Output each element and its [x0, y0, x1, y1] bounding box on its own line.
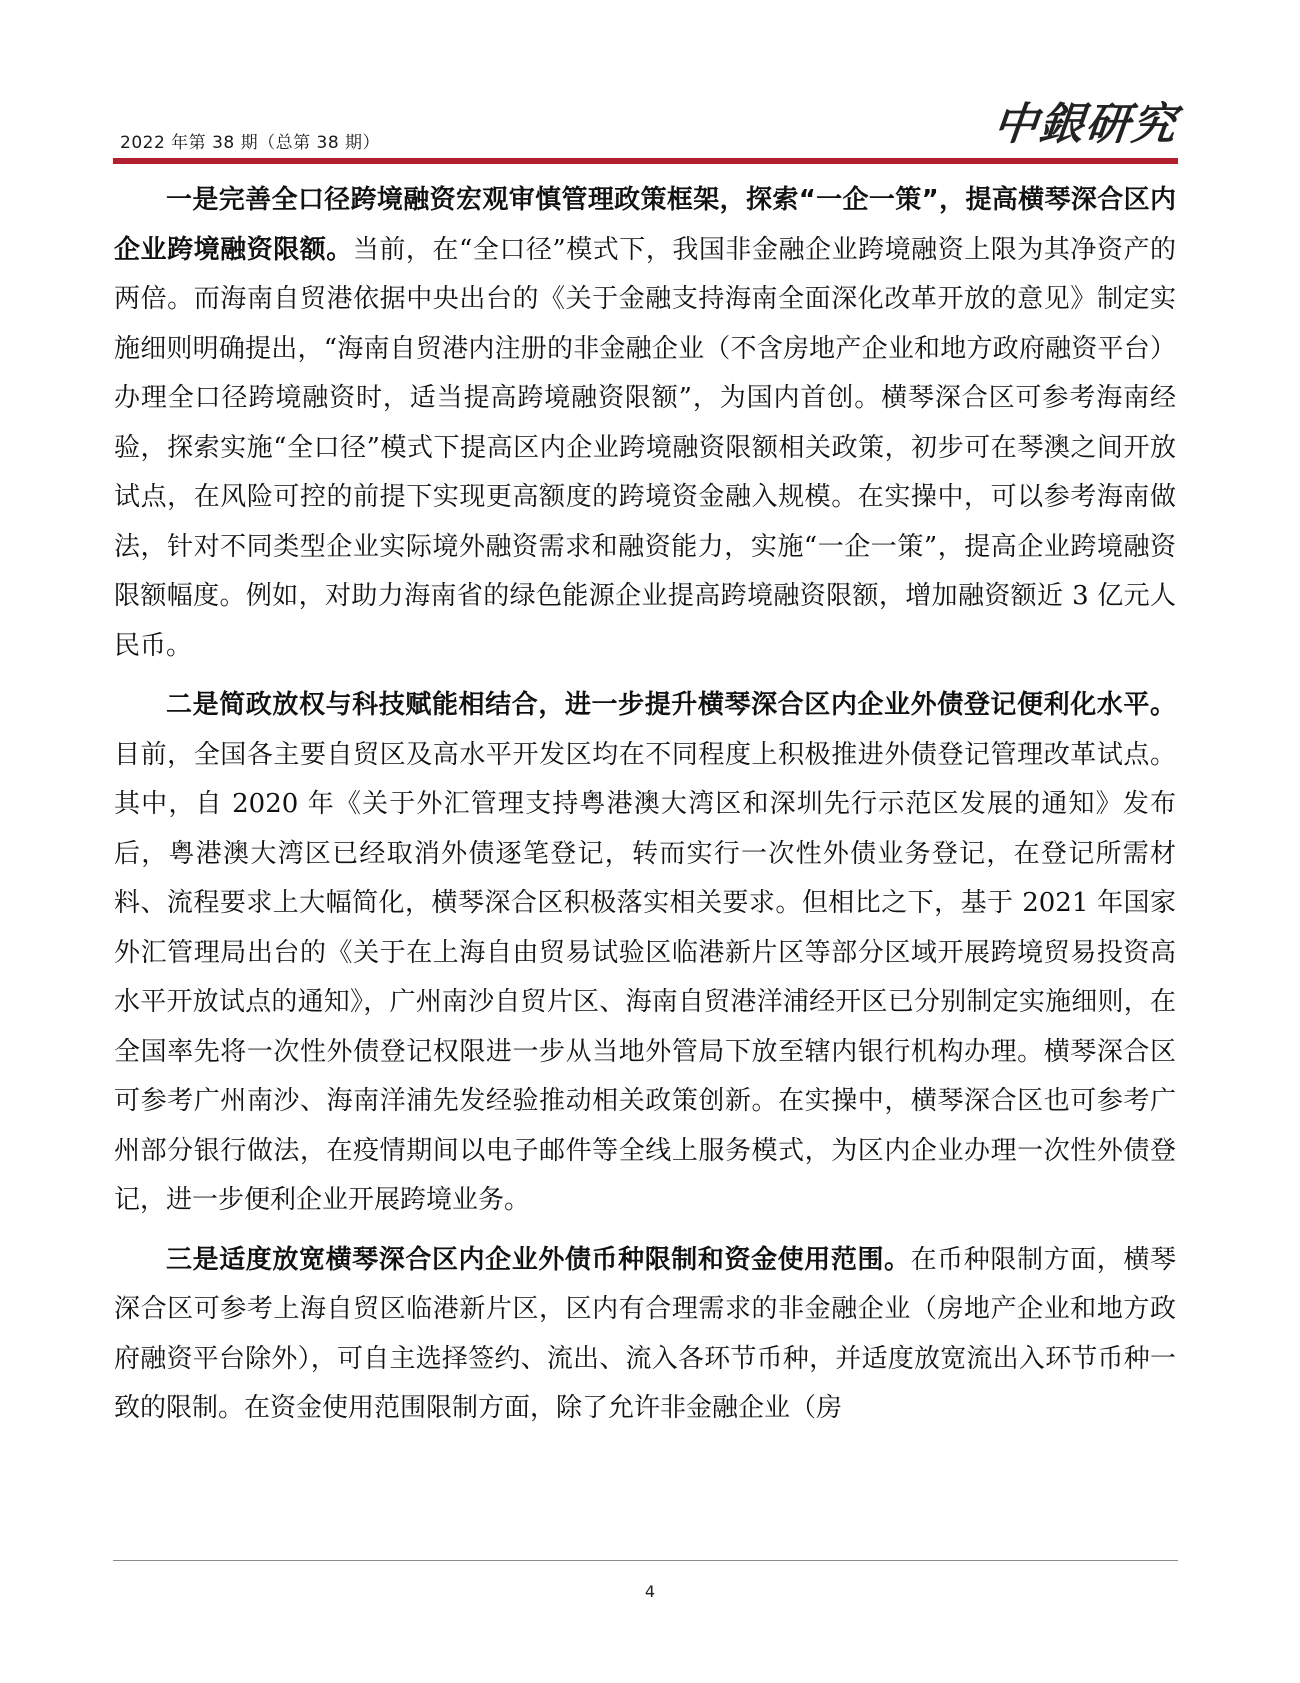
- paragraph-1-lead: 一是完善全口径跨境融资宏观审慎管理政策框架，探索“一企一策”，提高横琴深合区内企业跨境融资限额。: [114, 185, 1176, 265]
- paragraph-3: [114, 1236, 1176, 1434]
- page-number: 4: [644, 1582, 656, 1601]
- paragraph-1-body: 当前，在“全口径”模式下，我国非金融企业跨境融资上限为其净资产的两倍。而海南自贸港依据中央出台的《关于金融支持海南全面深化改革开放的意见》制定实施细则明确提出，“海南自贸港内注册的非金融企业（不含房地产企业和地方政府融资平台）办理全口径跨境融资时，适当提高跨境融资限额”，为国内首创。横琴深合区可参考海南经验，探索实施“全口径”模式下提高区内企业跨境融资限额相关政策，初步可在琴澳之间开放试点，在风险可控的前提下实现更高额度的跨境资金融入规模。在实操中，可以参考海南做法，针对不同类型企业实际境外融资需求和融资能力，实施“一企一策”，提高企业跨境融资限额幅度。例如，对助力海南省的绿色能源企业提高跨境融资限额，增加融资额近 3 亿元人民币。: [114, 234, 1176, 661]
- paragraph-2-body: 目前，全国各主要自贸区及高水平开发区均在不同程度上积极推进外债登记管理改革试点。其中，自 2020 年《关于外汇管理支持粤港澳大湾区和深圳先行示范区发展的通知》发布后，粤港澳大湾区已经取消外债逐笔登记，转而实行一次性外债业务登记，在登记所需材料、流程要求上大幅简化，横琴深合区积极落实相关要求。但相比之下，基于 2021 年国家外汇管理局出台的《关于在上海自由贸易试验区临港新片区等部分区域开展跨境贸易投资高水平开放试点的通知》，广州南沙自贸片区、海南自贸港洋浦经开区已分别制定实施细则，在全国率先将一次性外债登记权限进一步从当地外管局下放至辖内银行机构办理。横琴深合区可参考广州南沙、海南洋浦先发经验推动相关政策创新。在实操中，横琴深合区也可参考广州部分银行做法，在疫情期间以电子邮件等全线上服务模式，为区内企业办理一次性外债登记，进一步便利企业开展跨境业务。: [114, 739, 1176, 1215]
- publication-logo: 中銀研究: [990, 99, 1181, 150]
- paragraph-3-lead: 三是适度放宽横琴深合区内企业外债币种限制和资金使用范围。: [166, 1244, 911, 1275]
- paragraph-2: [114, 681, 1176, 1226]
- footer-divider: [113, 1560, 1178, 1561]
- issue-number: 2022 年第 38 期（总第 38 期）: [120, 133, 381, 153]
- paragraph-3-body: 在币种限制方面，横琴深合区可参考上海自贸区临港新片区，区内有合理需求的非金融企业（房地产企业和地方政府融资平台除外），可自主选择签约、流出、流入各环节币种，并适度放宽流出入环节币种一致的限制。在资金使用范围限制方面，除了允许非金融企业（房: [114, 1244, 1176, 1423]
- paragraph-1: [114, 176, 1176, 671]
- paragraph-2-lead: 二是简政放权与科技赋能相结合，进一步提升横琴深合区内企业外债登记便利化水平。: [166, 690, 1176, 720]
- header-divider: [113, 158, 1178, 164]
- article-body: [114, 176, 1176, 1444]
